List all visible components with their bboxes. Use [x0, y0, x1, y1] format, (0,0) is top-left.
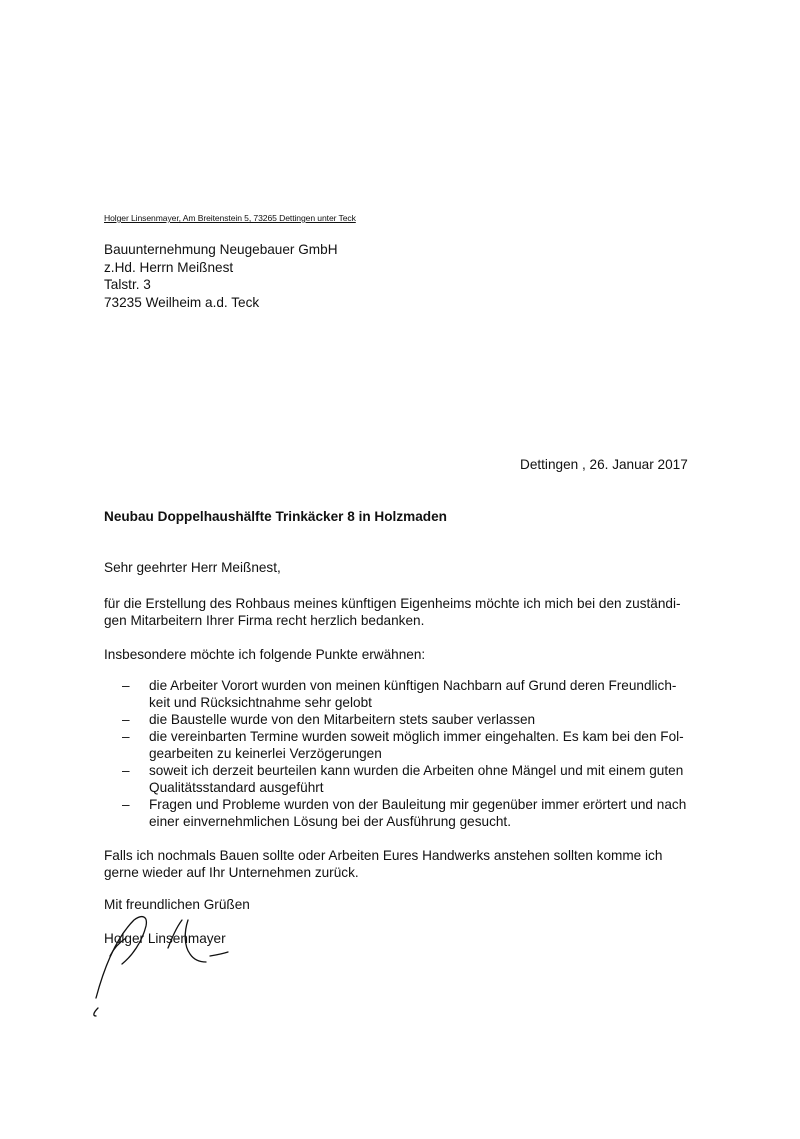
list-item: [104, 762, 744, 796]
paragraph-line: gerne wieder auf Ihr Unternehmen zurück.: [104, 865, 359, 880]
list-item-line: soweit ich derzeit beurteilen kann wurden die Arbeiten ohne Mängel und mit einem guten: [149, 763, 684, 778]
letter-subject: Neubau Doppelhaushälfte Trinkäcker 8 in Holzmaden: [104, 509, 447, 524]
closing-phrase: Mit freundlichen Grüßen: [104, 897, 250, 912]
paragraph-line: für die Erstellung des Rohbaus meines künftigen Eigenheims möchte ich mich bei den zuständi-: [104, 596, 681, 611]
bullet-list: [104, 677, 744, 830]
list-item-line: Fragen und Probleme wurden von der Bauleitung mir gegenüber immer erörtert und nach: [149, 797, 687, 812]
bullet-dash: –: [122, 678, 130, 693]
handwritten-signature: [86, 908, 256, 1018]
paragraph-line: Falls ich nochmals Bauen sollte oder Arbeiten Eures Handwerks anstehen sollten komme ich: [104, 848, 663, 863]
list-item-line: gearbeiten zu keinerlei Verzögerungen: [149, 746, 382, 761]
list-item-line: einer einvernehmlichen Lösung bei der Ausführung gesucht.: [149, 814, 511, 829]
paragraph-future: [104, 847, 714, 881]
letter-date: Dettingen , 26. Januar 2017: [520, 457, 688, 472]
recipient-street: Talstr. 3: [104, 277, 151, 292]
list-item-line: die Arbeiter Vorort wurden von meinen künftigen Nachbarn auf Grund deren Freundlich-: [149, 678, 677, 693]
bullet-dash: –: [122, 797, 130, 812]
recipient-city: 73235 Weilheim a.d. Teck: [104, 294, 260, 310]
paragraph-line: gen Mitarbeitern Ihrer Firma recht herzlich bedanken.: [104, 613, 425, 628]
bullet-dash: –: [122, 729, 130, 744]
list-item: [104, 677, 744, 711]
paragraph-line: Insbesondere möchte ich folgende Punkte erwähnen:: [104, 647, 426, 662]
paragraph-thanks: [104, 595, 714, 629]
paragraph-intro-points: [104, 646, 714, 663]
list-item-line: die vereinbarten Termine wurden soweit möglich immer eingehalten. Es kam bei den Fol-: [149, 729, 684, 744]
list-item: [104, 711, 744, 728]
bullet-dash: –: [122, 712, 130, 727]
list-item-line: die Baustelle wurde von den Mitarbeitern stets sauber verlassen: [149, 712, 536, 727]
sender-address-line: Holger Linsenmayer, Am Breitenstein 5, 73265 Dettingen unter Teck: [104, 213, 356, 223]
recipient-company: Bauunternehmung Neugebauer GmbH: [104, 242, 338, 257]
bullet-dash: –: [122, 763, 130, 778]
recipient-attention: z.Hd. Herrn Meißnest: [104, 259, 234, 275]
list-item-line: Qualitätsstandard ausgeführt: [149, 780, 324, 795]
recipient-address: [104, 241, 338, 311]
list-item: [104, 796, 744, 830]
salutation: Sehr geehrter Herr Meißnest,: [104, 560, 281, 575]
list-item: [104, 728, 744, 762]
list-item-line: keit und Rücksichtnahme sehr gelobt: [149, 695, 372, 710]
signer-name: Holger Linsenmayer: [104, 931, 226, 946]
